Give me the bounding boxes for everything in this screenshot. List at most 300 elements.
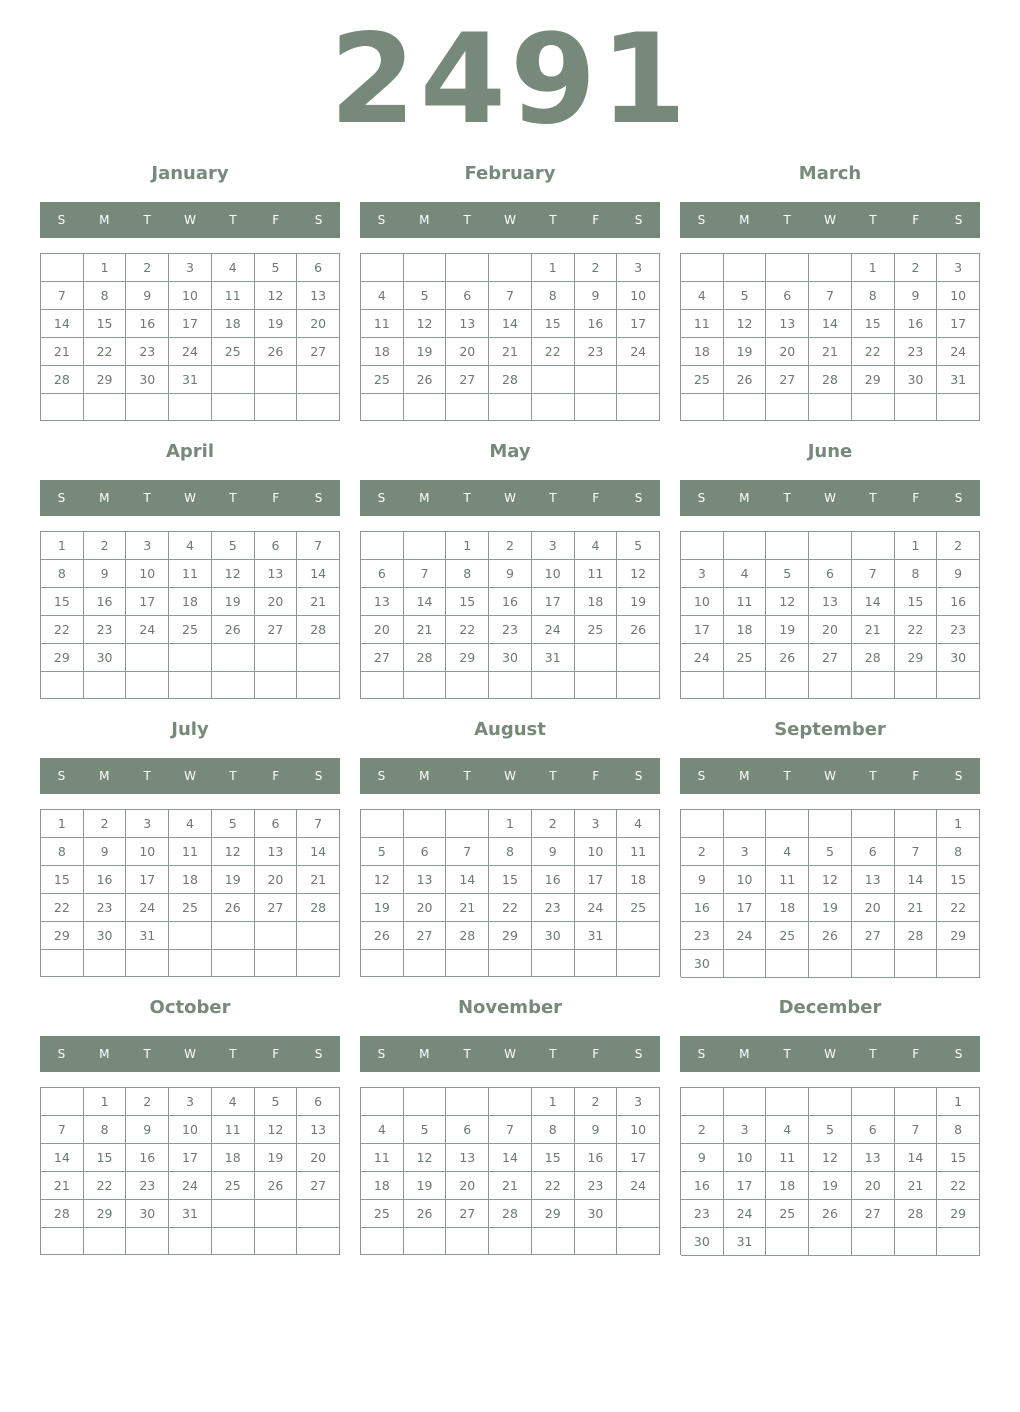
day-cell: 18: [617, 866, 660, 894]
empty-cell: [297, 1228, 340, 1255]
day-cell: 21: [446, 894, 489, 922]
day-cell: 27: [255, 894, 298, 922]
empty-cell: [41, 1088, 84, 1116]
day-cell: 17: [937, 310, 980, 338]
day-cell: 10: [169, 282, 212, 310]
empty-cell: [852, 394, 895, 421]
day-cell: 27: [446, 366, 489, 394]
day-cell: 24: [126, 616, 169, 644]
day-cell: 30: [126, 366, 169, 394]
empty-cell: [212, 366, 255, 394]
empty-cell: [446, 394, 489, 421]
empty-cell: [41, 394, 84, 421]
empty-cell: [724, 950, 767, 978]
day-cell: 5: [724, 282, 767, 310]
day-cell: 2: [895, 254, 938, 282]
day-cell: 29: [895, 644, 938, 672]
day-cell: 21: [895, 1172, 938, 1200]
day-cell: 25: [169, 894, 212, 922]
weekday-label: T: [549, 213, 557, 227]
day-cell: 5: [212, 810, 255, 838]
day-cell: 6: [361, 560, 404, 588]
day-grid: [680, 1087, 980, 1255]
empty-cell: [212, 922, 255, 950]
day-cell: 15: [84, 1144, 127, 1172]
empty-cell: [809, 1088, 852, 1116]
weekday-label: S: [954, 769, 963, 783]
weekday-header: [680, 1036, 980, 1072]
day-cell: 9: [84, 560, 127, 588]
empty-cell: [84, 394, 127, 421]
day-cell: 21: [809, 338, 852, 366]
day-cell: 26: [404, 1200, 447, 1228]
day-grid: [360, 531, 660, 699]
day-cell: 27: [446, 1200, 489, 1228]
day-cell: 21: [41, 1172, 84, 1200]
day-cell: 19: [255, 1144, 298, 1172]
day-cell: 8: [937, 838, 980, 866]
day-cell: 14: [41, 310, 84, 338]
empty-cell: [297, 366, 340, 394]
empty-cell: [255, 366, 298, 394]
month-title: June: [807, 441, 853, 462]
empty-cell: [212, 1200, 255, 1228]
day-cell: 1: [852, 254, 895, 282]
day-cell: 5: [809, 1116, 852, 1144]
empty-cell: [297, 922, 340, 950]
day-cell: 12: [404, 310, 447, 338]
day-cell: 17: [724, 1172, 767, 1200]
day-cell: 11: [617, 838, 660, 866]
day-cell: 28: [895, 922, 938, 950]
day-cell: 1: [446, 532, 489, 560]
day-cell: 25: [766, 922, 809, 950]
day-cell: 4: [169, 532, 212, 560]
day-cell: 9: [126, 1116, 169, 1144]
day-cell: 20: [255, 866, 298, 894]
day-cell: 7: [41, 1116, 84, 1144]
day-cell: 9: [126, 282, 169, 310]
day-cell: 30: [681, 1228, 724, 1256]
day-cell: 8: [937, 1116, 980, 1144]
day-cell: 6: [297, 254, 340, 282]
day-cell: 4: [766, 1116, 809, 1144]
empty-cell: [809, 810, 852, 838]
empty-cell: [895, 394, 938, 421]
day-cell: 20: [766, 338, 809, 366]
day-cell: 23: [937, 616, 980, 644]
day-cell: 4: [361, 1116, 404, 1144]
empty-cell: [809, 950, 852, 978]
weekday-label: T: [783, 491, 791, 505]
month-title: November: [457, 997, 563, 1018]
day-cell: 14: [852, 588, 895, 616]
weekday-label: S: [314, 769, 323, 783]
day-cell: 20: [852, 894, 895, 922]
day-cell: 10: [681, 588, 724, 616]
day-cell: 28: [297, 616, 340, 644]
day-cell: 26: [255, 338, 298, 366]
month-title: December: [778, 997, 882, 1018]
empty-cell: [766, 1228, 809, 1256]
day-cell: 16: [126, 1144, 169, 1172]
empty-cell: [937, 950, 980, 978]
day-cell: 26: [766, 644, 809, 672]
day-cell: 29: [532, 1200, 575, 1228]
day-cell: 27: [852, 1200, 895, 1228]
day-cell: 8: [41, 838, 84, 866]
day-cell: 19: [404, 338, 447, 366]
day-cell: 13: [255, 560, 298, 588]
day-cell: 7: [489, 282, 532, 310]
weekday-label: S: [954, 491, 963, 505]
weekday-label: T: [869, 769, 877, 783]
empty-cell: [404, 1088, 447, 1116]
day-cell: 22: [937, 894, 980, 922]
day-cell: 28: [809, 366, 852, 394]
day-cell: 2: [937, 532, 980, 560]
weekday-label: S: [697, 491, 706, 505]
day-cell: 15: [489, 866, 532, 894]
empty-cell: [126, 644, 169, 672]
day-cell: 18: [724, 616, 767, 644]
weekday-label: S: [377, 769, 386, 783]
day-cell: 3: [617, 1088, 660, 1116]
day-grid: [680, 253, 980, 421]
year-title: 2491: [329, 8, 691, 152]
empty-cell: [255, 950, 298, 977]
day-cell: 6: [809, 560, 852, 588]
day-cell: 6: [852, 1116, 895, 1144]
empty-cell: [255, 1228, 298, 1255]
day-cell: 3: [617, 254, 660, 282]
empty-cell: [41, 1228, 84, 1255]
empty-cell: [361, 810, 404, 838]
empty-cell: [212, 672, 255, 699]
weekday-label: M: [739, 491, 750, 505]
day-cell: 24: [724, 922, 767, 950]
month-title: May: [489, 441, 531, 462]
weekday-label: S: [57, 769, 66, 783]
empty-cell: [681, 254, 724, 282]
day-cell: 11: [169, 560, 212, 588]
empty-cell: [212, 644, 255, 672]
empty-cell: [532, 672, 575, 699]
empty-cell: [126, 1228, 169, 1255]
day-cell: 27: [404, 922, 447, 950]
empty-cell: [575, 950, 618, 977]
empty-cell: [212, 950, 255, 977]
day-cell: 17: [126, 588, 169, 616]
day-cell: 27: [297, 338, 340, 366]
weekday-label: M: [739, 769, 750, 783]
day-cell: 11: [766, 866, 809, 894]
day-cell: 27: [852, 922, 895, 950]
day-cell: 24: [532, 616, 575, 644]
day-cell: 5: [809, 838, 852, 866]
empty-cell: [489, 950, 532, 977]
day-cell: 11: [575, 560, 618, 588]
day-cell: 18: [766, 894, 809, 922]
day-cell: 11: [724, 588, 767, 616]
empty-cell: [895, 672, 938, 699]
day-cell: 29: [852, 366, 895, 394]
empty-cell: [575, 644, 618, 672]
day-cell: 17: [169, 310, 212, 338]
day-cell: 20: [297, 1144, 340, 1172]
day-cell: 21: [852, 616, 895, 644]
day-cell: 15: [84, 310, 127, 338]
empty-cell: [41, 672, 84, 699]
day-cell: 11: [766, 1144, 809, 1172]
month-title: February: [464, 163, 556, 184]
day-cell: 15: [532, 310, 575, 338]
empty-cell: [809, 254, 852, 282]
day-cell: 25: [361, 366, 404, 394]
day-cell: 6: [255, 532, 298, 560]
day-cell: 7: [809, 282, 852, 310]
day-cell: 11: [169, 838, 212, 866]
day-cell: 2: [489, 532, 532, 560]
empty-cell: [852, 672, 895, 699]
weekday-label: T: [229, 491, 237, 505]
day-cell: 21: [297, 866, 340, 894]
day-cell: 22: [446, 616, 489, 644]
day-cell: 7: [41, 282, 84, 310]
day-cell: 5: [766, 560, 809, 588]
day-cell: 15: [937, 866, 980, 894]
weekday-label: F: [912, 1047, 920, 1061]
day-cell: 4: [681, 282, 724, 310]
empty-cell: [617, 394, 660, 421]
day-cell: 31: [937, 366, 980, 394]
empty-cell: [404, 810, 447, 838]
weekday-label: S: [954, 213, 963, 227]
weekday-label: M: [419, 213, 430, 227]
day-cell: 9: [681, 1144, 724, 1172]
day-cell: 3: [575, 810, 618, 838]
day-cell: 16: [895, 310, 938, 338]
day-grid: [360, 253, 660, 421]
day-cell: 1: [895, 532, 938, 560]
empty-cell: [446, 254, 489, 282]
day-cell: 11: [681, 310, 724, 338]
day-cell: 8: [84, 1116, 127, 1144]
weekday-label: S: [634, 491, 643, 505]
weekday-label: W: [824, 491, 836, 505]
day-cell: 5: [361, 838, 404, 866]
day-cell: 7: [297, 810, 340, 838]
day-cell: 18: [212, 310, 255, 338]
empty-cell: [255, 922, 298, 950]
day-cell: 17: [126, 866, 169, 894]
day-cell: 4: [766, 838, 809, 866]
day-cell: 18: [361, 338, 404, 366]
empty-cell: [681, 810, 724, 838]
day-cell: 14: [297, 838, 340, 866]
empty-cell: [766, 950, 809, 978]
weekday-label: T: [549, 1047, 557, 1061]
weekday-label: T: [869, 213, 877, 227]
empty-cell: [532, 366, 575, 394]
empty-cell: [809, 394, 852, 421]
day-cell: 17: [532, 588, 575, 616]
empty-cell: [724, 394, 767, 421]
month-title: October: [149, 997, 231, 1018]
day-cell: 25: [766, 1200, 809, 1228]
day-cell: 2: [681, 838, 724, 866]
day-cell: 7: [446, 838, 489, 866]
day-cell: 3: [169, 1088, 212, 1116]
day-cell: 9: [937, 560, 980, 588]
empty-cell: [361, 532, 404, 560]
weekday-label: M: [99, 769, 110, 783]
day-cell: 4: [169, 810, 212, 838]
weekday-label: T: [143, 769, 151, 783]
day-cell: 22: [937, 1172, 980, 1200]
day-cell: 25: [212, 338, 255, 366]
weekday-label: S: [314, 213, 323, 227]
day-cell: 8: [489, 838, 532, 866]
day-cell: 24: [681, 644, 724, 672]
day-cell: 3: [169, 254, 212, 282]
empty-cell: [489, 672, 532, 699]
day-cell: 3: [681, 560, 724, 588]
empty-cell: [361, 950, 404, 977]
month-title: September: [774, 719, 886, 740]
empty-cell: [169, 644, 212, 672]
day-cell: 14: [895, 1144, 938, 1172]
day-cell: 7: [297, 532, 340, 560]
empty-cell: [575, 394, 618, 421]
weekday-label: S: [634, 769, 643, 783]
day-cell: 8: [895, 560, 938, 588]
day-cell: 13: [852, 1144, 895, 1172]
weekday-label: S: [954, 1047, 963, 1061]
empty-cell: [404, 254, 447, 282]
day-cell: 11: [361, 310, 404, 338]
day-cell: 21: [489, 338, 532, 366]
day-cell: 23: [126, 1172, 169, 1200]
day-cell: 28: [41, 1200, 84, 1228]
day-cell: 15: [41, 588, 84, 616]
day-cell: 31: [126, 922, 169, 950]
day-cell: 30: [895, 366, 938, 394]
day-cell: 5: [212, 532, 255, 560]
day-cell: 12: [809, 866, 852, 894]
day-cell: 9: [895, 282, 938, 310]
day-cell: 16: [532, 866, 575, 894]
day-cell: 7: [895, 1116, 938, 1144]
day-cell: 14: [809, 310, 852, 338]
day-cell: 2: [681, 1116, 724, 1144]
day-cell: 26: [809, 1200, 852, 1228]
day-cell: 26: [212, 616, 255, 644]
empty-cell: [255, 644, 298, 672]
day-cell: 6: [297, 1088, 340, 1116]
empty-cell: [895, 1228, 938, 1256]
day-cell: 22: [489, 894, 532, 922]
empty-cell: [41, 950, 84, 977]
day-cell: 7: [895, 838, 938, 866]
day-cell: 14: [489, 1144, 532, 1172]
day-cell: 26: [809, 922, 852, 950]
weekday-label: W: [504, 1047, 516, 1061]
empty-cell: [297, 950, 340, 977]
empty-cell: [617, 1200, 660, 1228]
weekday-label: T: [869, 491, 877, 505]
day-cell: 1: [937, 1088, 980, 1116]
day-cell: 28: [489, 366, 532, 394]
day-cell: 16: [937, 588, 980, 616]
day-cell: 23: [681, 922, 724, 950]
day-cell: 17: [169, 1144, 212, 1172]
day-grid: [680, 809, 980, 977]
empty-cell: [766, 254, 809, 282]
day-cell: 30: [489, 644, 532, 672]
empty-cell: [489, 1228, 532, 1255]
day-cell: 24: [617, 1172, 660, 1200]
day-cell: 3: [126, 810, 169, 838]
empty-cell: [489, 1088, 532, 1116]
empty-cell: [532, 394, 575, 421]
empty-cell: [169, 950, 212, 977]
empty-cell: [126, 950, 169, 977]
day-cell: 31: [575, 922, 618, 950]
weekday-label: S: [57, 213, 66, 227]
day-cell: 20: [255, 588, 298, 616]
day-cell: 29: [489, 922, 532, 950]
day-cell: 18: [575, 588, 618, 616]
day-cell: 1: [41, 532, 84, 560]
day-cell: 11: [212, 282, 255, 310]
weekday-header: [680, 758, 980, 794]
day-cell: 19: [617, 588, 660, 616]
day-cell: 10: [724, 1144, 767, 1172]
day-cell: 14: [297, 560, 340, 588]
weekday-label: W: [504, 491, 516, 505]
empty-cell: [766, 672, 809, 699]
day-cell: 25: [212, 1172, 255, 1200]
empty-cell: [126, 672, 169, 699]
day-cell: 9: [575, 1116, 618, 1144]
day-cell: 24: [126, 894, 169, 922]
day-cell: 1: [532, 1088, 575, 1116]
day-cell: 27: [255, 616, 298, 644]
day-cell: 8: [532, 1116, 575, 1144]
day-cell: 2: [575, 254, 618, 282]
day-cell: 25: [617, 894, 660, 922]
day-cell: 20: [297, 310, 340, 338]
day-cell: 13: [297, 1116, 340, 1144]
month-title: January: [151, 163, 229, 184]
day-cell: 16: [126, 310, 169, 338]
day-cell: 19: [404, 1172, 447, 1200]
day-cell: 20: [809, 616, 852, 644]
day-cell: 4: [361, 282, 404, 310]
weekday-label: S: [57, 491, 66, 505]
day-cell: 12: [404, 1144, 447, 1172]
empty-cell: [212, 394, 255, 421]
weekday-label: T: [783, 213, 791, 227]
day-cell: 23: [681, 1200, 724, 1228]
day-cell: 9: [532, 838, 575, 866]
weekday-label: M: [739, 213, 750, 227]
day-cell: 23: [895, 338, 938, 366]
day-cell: 19: [212, 866, 255, 894]
weekday-label: W: [504, 213, 516, 227]
weekday-label: S: [697, 1047, 706, 1061]
